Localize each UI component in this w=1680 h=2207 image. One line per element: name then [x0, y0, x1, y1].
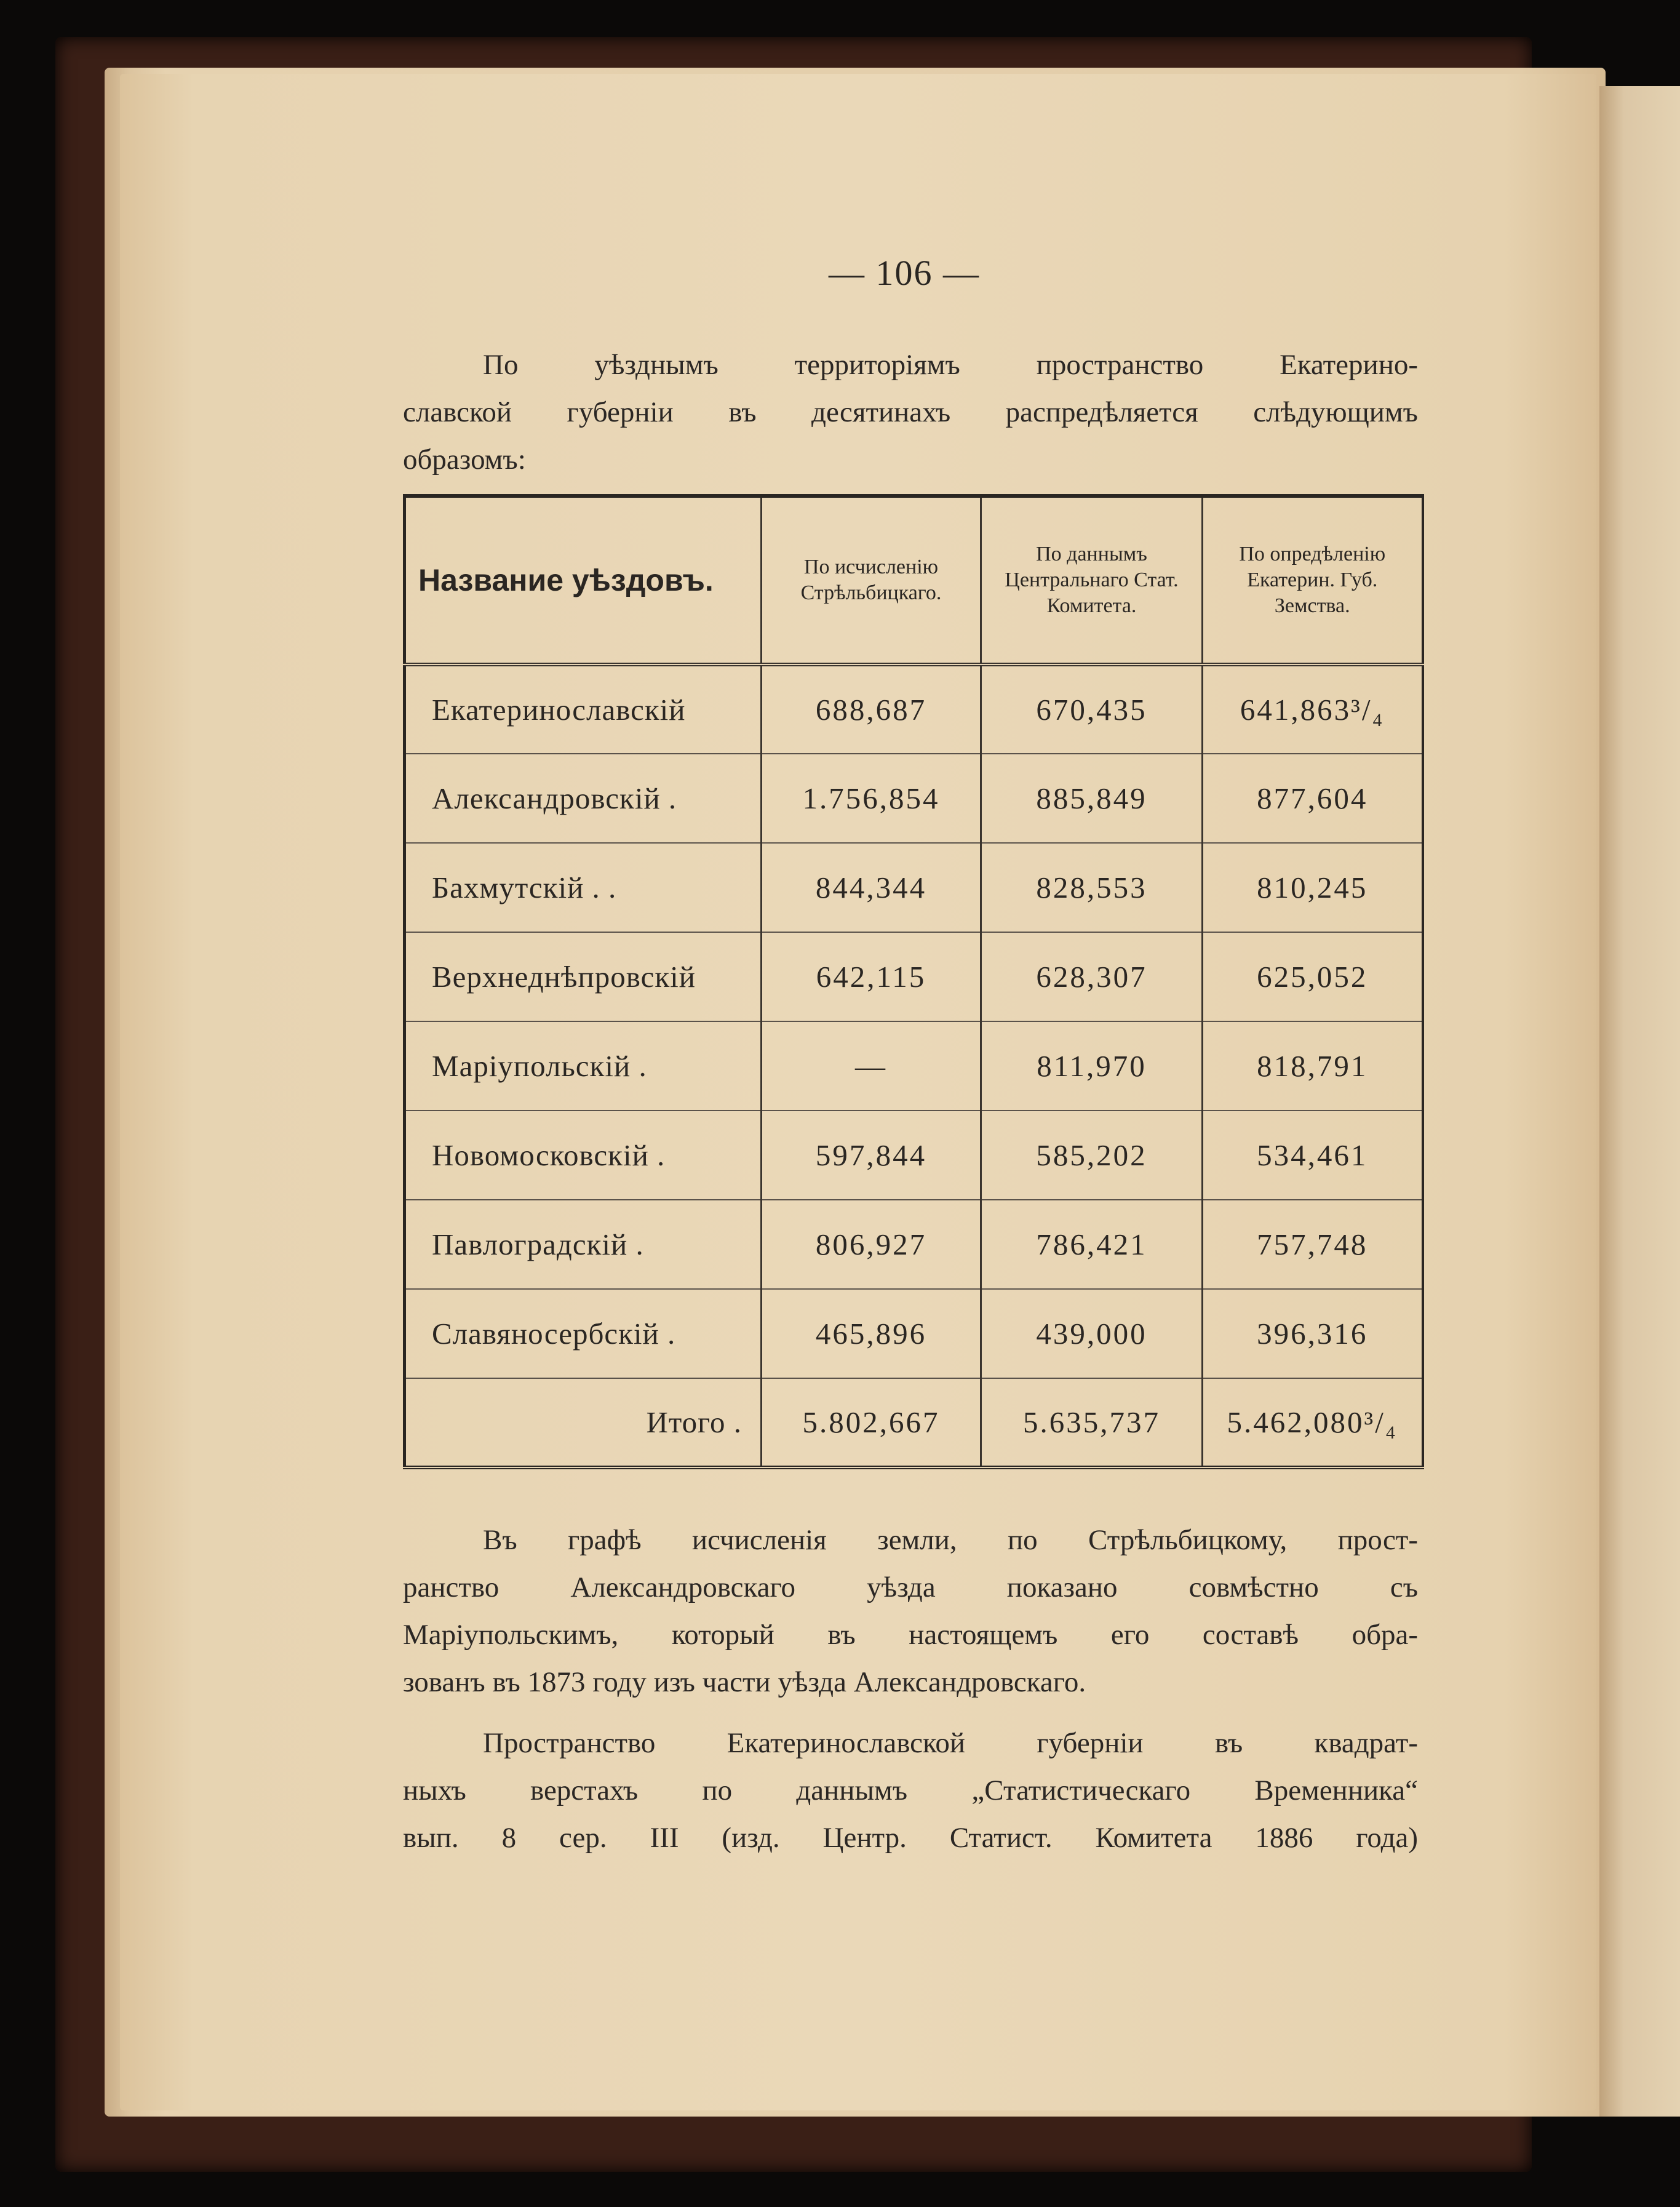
value-zemstvo: 534,461 [1203, 1111, 1423, 1200]
intro-paragraph [403, 341, 1418, 484]
value-zemstvo: 641,863³/₄ [1203, 664, 1423, 754]
table-row [405, 1111, 1423, 1200]
table-row [405, 664, 1423, 754]
value-strelbitsky: 465,896 [762, 1289, 981, 1378]
district-name: Екатеринославскій [405, 664, 762, 754]
table-row [405, 843, 1423, 932]
district-name: Маріупольскій . [405, 1021, 762, 1111]
header-district-name: Название уѣздовъ. [405, 496, 762, 664]
text-line: образомъ: [403, 444, 526, 476]
note-paragraph [403, 1517, 1418, 1706]
value-central-committee: 628,307 [981, 932, 1203, 1021]
header-strelbitsky: По исчисленію Стрѣльбицкаго. [762, 496, 981, 664]
text-line: вып. 8 сер. III (изд. Центр. Статист. Комитета 1886 года) [403, 1822, 1418, 1854]
district-area-table [403, 494, 1421, 1509]
text-line: ныхъ верстахъ по даннымъ „Статистическаго Временника“ [403, 1774, 1418, 1806]
table-row [405, 1021, 1423, 1111]
value-zemstvo: 757,748 [1203, 1200, 1423, 1289]
value-strelbitsky: 597,844 [762, 1111, 981, 1200]
value-strelbitsky: 806,927 [762, 1200, 981, 1289]
total-label: Итого . [405, 1378, 762, 1467]
value-zemstvo: 810,245 [1203, 843, 1423, 932]
district-name: Бахмутскій . . [405, 843, 762, 932]
district-name: Павлоградскій . [405, 1200, 762, 1289]
value-strelbitsky: 642,115 [762, 932, 981, 1021]
value-strelbitsky: — [762, 1021, 981, 1111]
value-zemstvo: 877,604 [1203, 754, 1423, 843]
text-line: По уѣзднымъ территоріямъ пространство Екатерино- [483, 349, 1418, 381]
text-line: зованъ въ 1873 году изъ части уѣзда Александровскаго. [403, 1666, 1086, 1698]
value-strelbitsky: 1.756,854 [762, 754, 981, 843]
text-line: Маріупольскимъ, который въ настоящемъ его составѣ обра- [403, 1619, 1418, 1651]
total-strelbitsky: 5.802,667 [762, 1378, 981, 1467]
value-central-committee: 811,970 [981, 1021, 1203, 1111]
table-row [405, 1200, 1423, 1289]
header-zemstvo: По опредѣленію Екатерин. Губ. Земства. [1203, 496, 1423, 664]
district-name: Верхнеднѣпровскій [405, 932, 762, 1021]
text-line: славской губерніи въ десятинахъ распредѣляется слѣдующимъ [403, 396, 1418, 428]
text-line: Въ графѣ исчисленія земли, по Стрѣльбицкому, прост- [483, 1524, 1418, 1556]
table-row [405, 1289, 1423, 1378]
value-central-committee: 828,553 [981, 843, 1203, 932]
page-number: — 106 — [829, 253, 980, 293]
value-central-committee: 670,435 [981, 664, 1203, 754]
value-central-committee: 885,849 [981, 754, 1203, 843]
facing-page-edge [1599, 86, 1680, 2117]
total-central-committee: 5.635,737 [981, 1378, 1203, 1467]
value-zemstvo: 625,052 [1203, 932, 1423, 1021]
value-central-committee: 786,421 [981, 1200, 1203, 1289]
area-paragraph [403, 1720, 1418, 1862]
table-header-row [405, 496, 1423, 664]
total-zemstvo: 5.462,080³/₄ [1203, 1378, 1423, 1467]
value-zemstvo: 396,316 [1203, 1289, 1423, 1378]
district-name: Славяносербскій . [405, 1289, 762, 1378]
district-name: Александровскій . [405, 754, 762, 843]
header-central-committee: По даннымъ Центральнаго Стат. Комитета. [981, 496, 1203, 664]
value-strelbitsky: 844,344 [762, 843, 981, 932]
value-central-committee: 439,000 [981, 1289, 1203, 1378]
table-row [405, 754, 1423, 843]
district-name: Новомосковскій . [405, 1111, 762, 1200]
text-line: ранство Александровскаго уѣзда показано совмѣстно съ [403, 1571, 1418, 1603]
table-row [405, 932, 1423, 1021]
value-zemstvo: 818,791 [1203, 1021, 1423, 1111]
value-strelbitsky: 688,687 [762, 664, 981, 754]
table-total-row [405, 1378, 1423, 1467]
text-line: Пространство Екатеринославской губерніи въ квадрат- [483, 1727, 1418, 1759]
value-central-committee: 585,202 [981, 1111, 1203, 1200]
